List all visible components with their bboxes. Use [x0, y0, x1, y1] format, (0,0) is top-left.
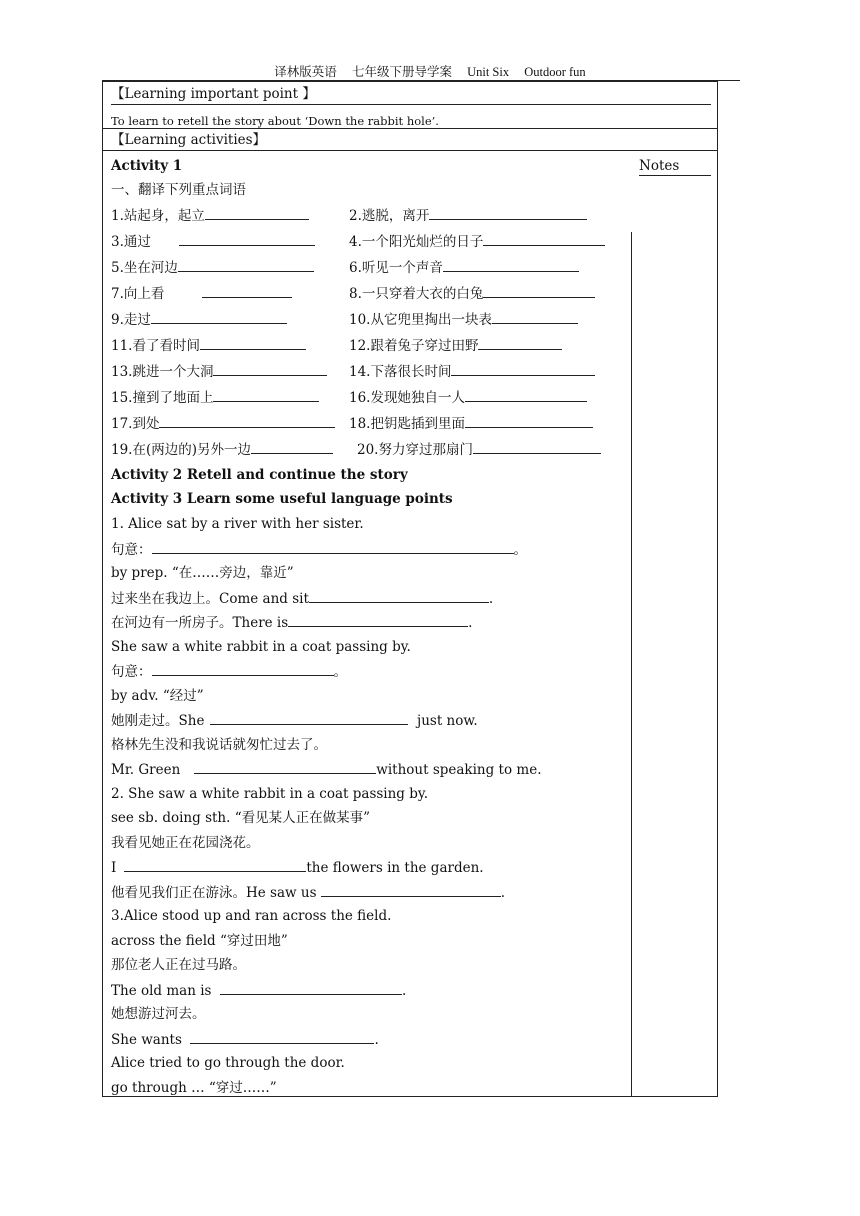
row-divider	[103, 150, 717, 151]
learning-point-text: To learn to retell the story about ‘Down the rabbit hole’.	[111, 114, 439, 128]
vocab-item: 1.站起身，起立	[111, 206, 309, 225]
lp-line: 句意： 。	[111, 664, 347, 680]
lp-line: 过来坐在我边上。Come and sit .	[111, 591, 494, 607]
lp-line: 在河边有一所房子。There is .	[111, 615, 473, 631]
vocab-item: 14.下落很长时间	[349, 362, 595, 381]
vocab-item: 6.听见一个声音	[349, 258, 579, 277]
vocab-item: 18.把钥匙插到里面	[349, 414, 593, 433]
vocab-item: 5.坐在河边	[111, 258, 314, 277]
activity2-title: Activity 2 Retell and continue the story	[111, 467, 408, 483]
lp-line: She wants .	[111, 1032, 379, 1048]
lp-line: 格林先生没和我说话就匆忙过去了。	[111, 737, 327, 753]
vocab-item: 9.走过	[111, 310, 287, 329]
vocab-item: 17.到处	[111, 414, 335, 433]
learning-point-title: 【Learning important point 】	[111, 86, 316, 102]
header-book: 译林版英语	[274, 65, 337, 79]
lp-line: The old man is .	[111, 983, 407, 999]
vocab-item: 15.撞到了地面上	[111, 388, 319, 407]
lp-line: Alice tried to go through the door.	[111, 1055, 345, 1071]
page-header	[0, 62, 860, 80]
lp-line: I the flowers in the garden.	[111, 860, 484, 876]
lp-line: 我看见她正在花园浇花。	[111, 835, 260, 851]
vocab-item: 12.跟着兔子穿过田野	[349, 336, 562, 355]
lp-line: She saw a white rabbit in a coat passing by.	[111, 639, 411, 655]
notes-column-divider	[631, 232, 632, 1096]
vocab-item: 4.一个阳光灿烂的日子	[349, 232, 605, 251]
vocab-item: 7.向上看	[111, 284, 292, 303]
vocab-item: 11.看了看时间	[111, 336, 306, 355]
vocab-item: 2.逃脱，离开	[349, 206, 587, 225]
learning-point-underline	[111, 104, 711, 105]
notes-label: Notes	[639, 158, 680, 174]
vocab-item: 8.一只穿着大衣的白兔	[349, 284, 595, 303]
learning-activities-title: 【Learning activities】	[111, 132, 267, 148]
vocab-item: 20.努力穿过那扇门	[357, 440, 601, 459]
vocab-item: 19.在(两边的)另外一边	[111, 440, 333, 459]
lp-line: 2. She saw a white rabbit in a coat passing by.	[111, 786, 429, 802]
lp-line: 她想游过河去。	[111, 1006, 206, 1022]
lp-line: Mr. Green without speaking to me.	[111, 762, 542, 778]
lp-line: by prep. “在……旁边，靠近”	[111, 565, 294, 581]
lp-line: 3.Alice stood up and ran across the field.	[111, 908, 392, 924]
header-topic: Outdoor fun	[524, 65, 586, 79]
lp-line: across the field “穿过田地”	[111, 933, 288, 949]
header-unit: Unit Six	[467, 65, 510, 79]
worksheet-table	[102, 81, 718, 1097]
lp-line: 她刚走过。She just now.	[111, 713, 478, 729]
vocab-item: 3.通过	[111, 232, 315, 251]
vocab-item: 13.跳进一个大洞	[111, 362, 327, 381]
lp-line: 他看见我们正在游泳。He saw us .	[111, 885, 506, 901]
vocab-item: 16.发现她独自一人	[349, 388, 587, 407]
notes-underline	[639, 175, 711, 176]
activity1-title: Activity 1	[111, 158, 183, 174]
lp-line: see sb. doing sth. “看见某人正在做某事”	[111, 810, 370, 826]
lp-line: by adv. “经过”	[111, 688, 204, 704]
lp-line: 句意： 。	[111, 542, 527, 558]
lp-line: 1. Alice sat by a river with her sister.	[111, 516, 364, 532]
activity3-title: Activity 3 Learn some useful language points	[111, 491, 453, 507]
activity1-instruction: 一、翻译下列重点词语	[111, 182, 246, 198]
vocab-item: 10.从它兜里掏出一块表	[349, 310, 578, 329]
lp-line: go through … “穿过……”	[111, 1080, 277, 1096]
lp-line: 那位老人正在过马路。	[111, 957, 246, 973]
header-grade: 七年级下册导学案	[351, 65, 452, 79]
